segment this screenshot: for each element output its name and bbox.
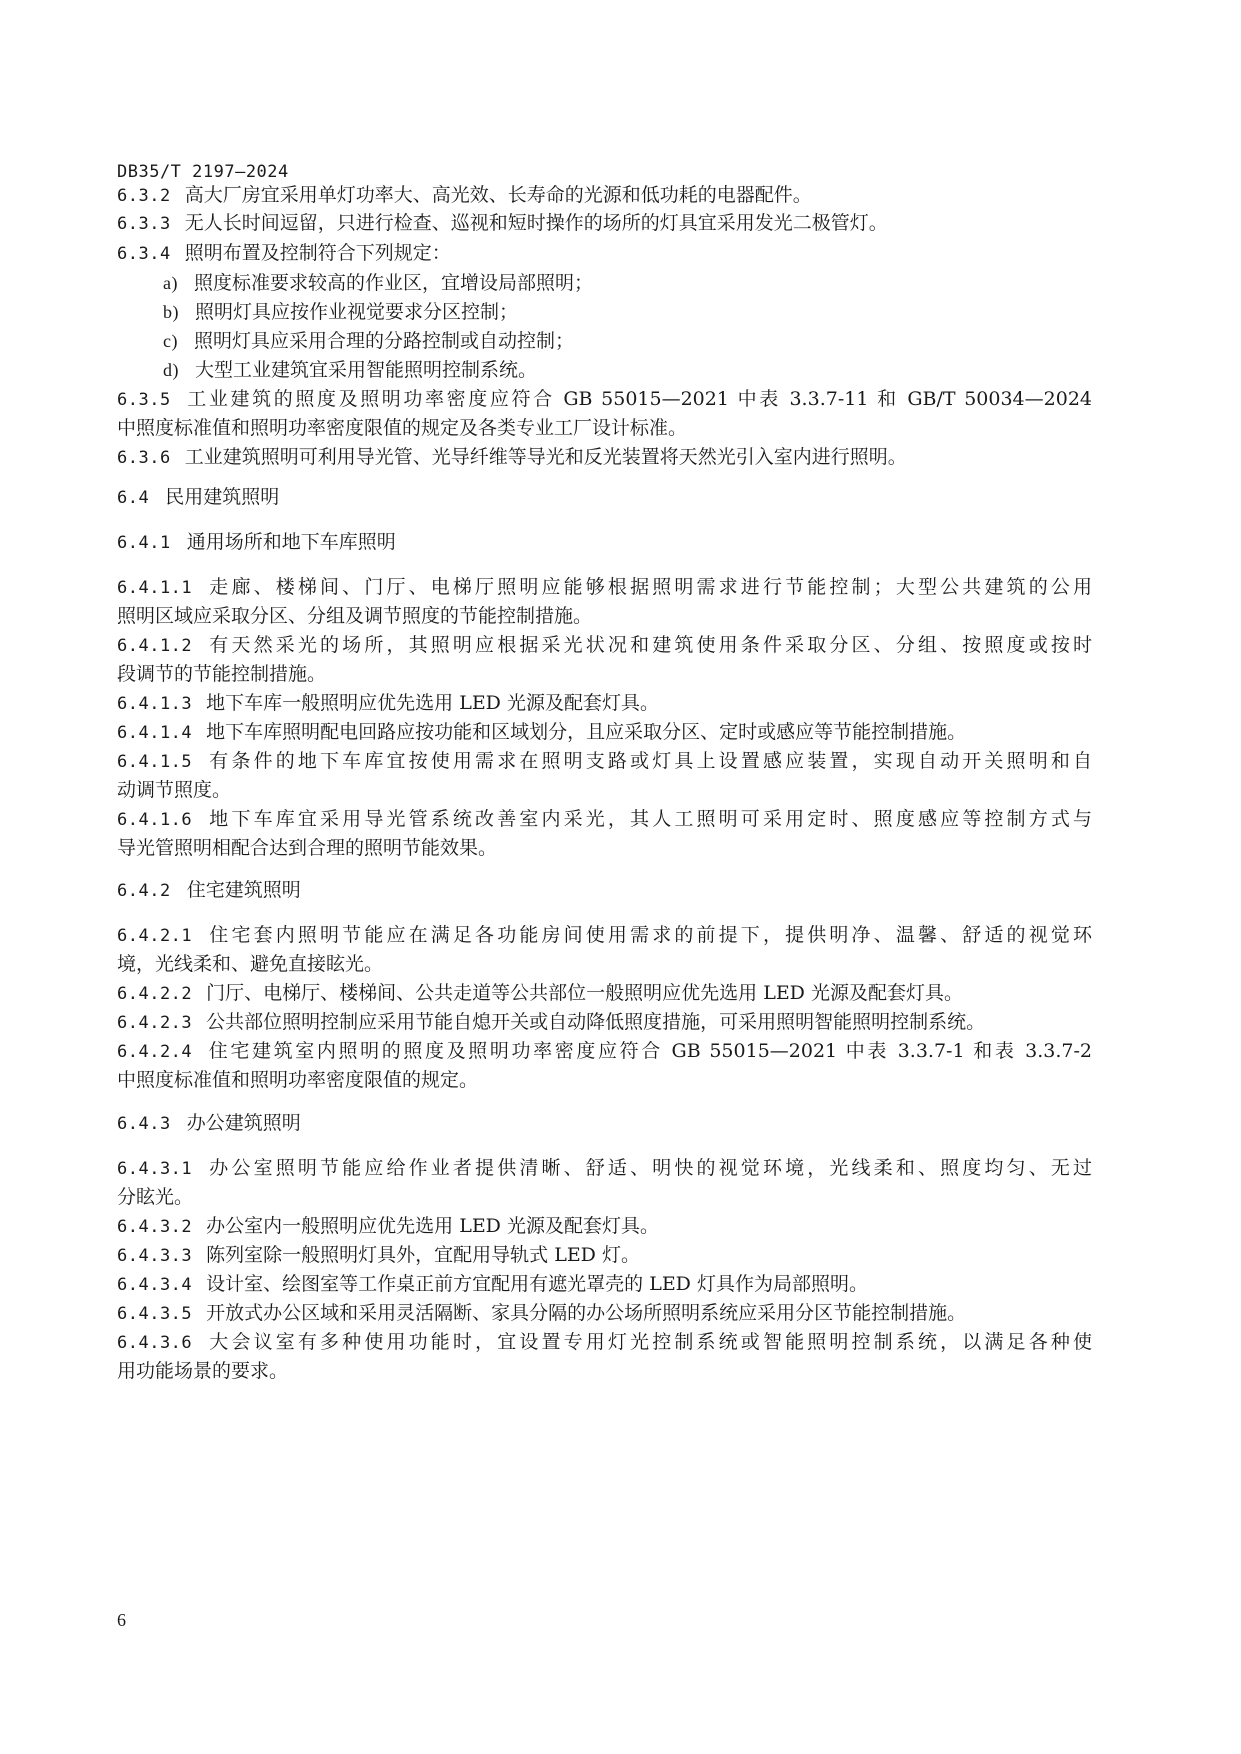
heading-title: 办公建筑照明 — [186, 1112, 301, 1134]
clause-text: 大会议室有多种使用功能时，宜设置专用灯光控制系统或智能照明控制系统，以满足各种使 — [206, 1331, 1092, 1353]
section-heading-6-4 — [117, 480, 1092, 515]
clause-6-4-2-4-line2: 中照度标准值和照明功率密度限值的规定。 — [117, 1069, 479, 1091]
page-number: 6 — [117, 1610, 126, 1630]
list-label: d) — [163, 360, 179, 380]
clause-text: 门厅、电梯厅、楼梯间、公共走道等公共部位一般照明应优先选用 LED 光源及配套灯具。 — [206, 982, 963, 1004]
clause-text: 地下车库照明配电回路应按功能和区域划分，且应采取分区、定时或感应等节能控制措施。 — [206, 721, 967, 743]
clause-6-4-1-6-line2: 导光管照明相配合达到合理的照明节能效果。 — [117, 837, 498, 859]
heading-number: 6.4.2 — [117, 881, 171, 901]
clause-text: 办公室照明节能应给作业者提供清晰、舒适、明快的视觉环境，光线柔和、照度均匀、无过 — [206, 1157, 1092, 1179]
heading-number: 6.4.3 — [117, 1114, 171, 1134]
list-text: 照明灯具应采用合理的分路控制或自动控制； — [193, 330, 574, 352]
document-code: DB35/T 2197—2024 — [117, 162, 289, 182]
clause-text: 无人长时间逗留，只进行检查、巡视和短时操作的场所的灯具宜采用发光二极管灯。 — [184, 212, 888, 234]
clause-number: 6.3.6 — [117, 448, 171, 468]
clause-6-4-3-1-line2: 分眩光。 — [117, 1186, 194, 1208]
clause-6-3-5-line2: 中照度标准值和照明功率密度限值的规定及各类专业工厂设计标准。 — [117, 417, 688, 439]
heading-title: 民用建筑照明 — [165, 486, 280, 508]
heading-number: 6.4 — [117, 488, 150, 508]
clause-text: 公共部位照明控制应采用节能自熄开关或自动降低照度措施，可采用照明智能照明控制系统。 — [206, 1011, 986, 1033]
section-heading-6-4-3 — [117, 1106, 1092, 1141]
clause-number: 6.4.3.6 — [117, 1333, 193, 1353]
clause-6-3-6 — [117, 440, 1092, 475]
list-label: a) — [163, 273, 178, 293]
clause-text: 住宅套内照明节能应在满足各功能房间使用需求的前提下，提供明净、温馨、舒适的视觉环 — [206, 924, 1092, 946]
heading-title: 住宅建筑照明 — [186, 879, 301, 901]
clause-number: 6.3.3 — [117, 214, 171, 234]
clause-text: 办公室内一般照明应优先选用 LED 光源及配套灯具。 — [206, 1215, 659, 1237]
clause-text: 高大厂房宜采用单灯功率大、高光效、长寿命的光源和低功耗的电器配件。 — [184, 184, 812, 206]
clause-number: 6.4.1.6 — [117, 810, 193, 830]
clause-6-4-1-1-line2: 照明区域应采取分区、分组及调节照度的节能控制措施。 — [117, 605, 593, 627]
list-text: 照明灯具应按作业视觉要求分区控制； — [195, 301, 519, 323]
list-text: 照度标准要求较高的作业区，宜增设局部照明； — [193, 272, 593, 294]
clause-6-4-3-6-line2: 用功能场景的要求。 — [117, 1360, 289, 1382]
list-label: c) — [163, 331, 178, 351]
clause-number: 6.3.4 — [117, 244, 171, 264]
clause-number: 6.4.2.3 — [117, 1013, 193, 1033]
clause-number: 6.4.2.2 — [117, 984, 193, 1004]
clause-6-4-2-1-line2: 境，光线柔和、避免直接眩光。 — [117, 953, 384, 975]
section-heading-6-4-1 — [117, 525, 1092, 560]
clause-number: 6.4.3.1 — [117, 1159, 193, 1179]
clause-text: 住宅建筑室内照明的照度及照明功率密度应符合 GB 55015—2021 中表 3.3.7-1 和表 3.3.7-2 — [206, 1040, 1092, 1062]
clause-number: 6.4.1.3 — [117, 694, 193, 714]
clause-number: 6.4.3.5 — [117, 1304, 193, 1324]
clause-number: 6.4.3.2 — [117, 1217, 193, 1237]
clause-number: 6.3.2 — [117, 186, 171, 206]
clause-number: 6.4.1.2 — [117, 636, 193, 656]
clause-number: 6.4.1.1 — [117, 578, 193, 598]
clause-text: 有天然采光的场所，其照明应根据采光状况和建筑使用条件采取分区、分组、按照度或按时 — [206, 634, 1092, 656]
list-text: 大型工业建筑宜采用智能照明控制系统。 — [195, 359, 538, 381]
clause-text: 设计室、绘图室等工作桌正前方宜配用有遮光罩壳的 LED 灯具作为局部照明。 — [206, 1273, 868, 1295]
heading-title: 通用场所和地下车库照明 — [186, 531, 396, 553]
clause-number: 6.4.3.3 — [117, 1246, 193, 1266]
clause-text: 地下车库宜采用导光管系统改善室内采光，其人工照明可采用定时、照度感应等控制方式与 — [206, 808, 1092, 830]
section-heading-6-4-2 — [117, 873, 1092, 908]
clause-number: 6.4.1.5 — [117, 752, 193, 772]
clause-text: 走廊、楼梯间、门厅、电梯厅照明应能够根据照明需求进行节能控制；大型公共建筑的公用 — [206, 576, 1092, 598]
clause-number: 6.4.2.1 — [117, 926, 193, 946]
clause-number: 6.4.2.4 — [117, 1042, 193, 1062]
clause-6-4-1-2-line2: 段调节的节能控制措施。 — [117, 663, 327, 685]
clause-number: 6.4.1.4 — [117, 723, 193, 743]
clause-number: 6.4.3.4 — [117, 1275, 193, 1295]
clause-text: 照明布置及控制符合下列规定： — [184, 242, 451, 264]
clause-6-4-1-5-line2: 动调节照度。 — [117, 779, 232, 801]
clause-text: 地下车库一般照明应优先选用 LED 光源及配套灯具。 — [206, 692, 659, 714]
clause-text: 工业建筑的照度及照明功率密度应符合 GB 55015—2021 中表 3.3.7-11 和 GB/T 50034—2024 — [184, 388, 1092, 410]
clause-number: 6.3.5 — [117, 390, 171, 410]
clause-text: 有条件的地下车库宜按使用需求在照明支路或灯具上设置感应装置，实现自动开关照明和自 — [206, 750, 1092, 772]
list-label: b) — [163, 302, 179, 322]
clause-text: 工业建筑照明可利用导光管、光导纤维等导光和反光装置将天然光引入室内进行照明。 — [184, 446, 907, 468]
clause-text: 陈列室除一般照明灯具外，宜配用导轨式 LED 灯。 — [206, 1244, 640, 1266]
heading-number: 6.4.1 — [117, 533, 171, 553]
clause-text: 开放式办公区域和采用灵活隔断、家具分隔的办公场所照明系统应采用分区节能控制措施。 — [206, 1302, 967, 1324]
